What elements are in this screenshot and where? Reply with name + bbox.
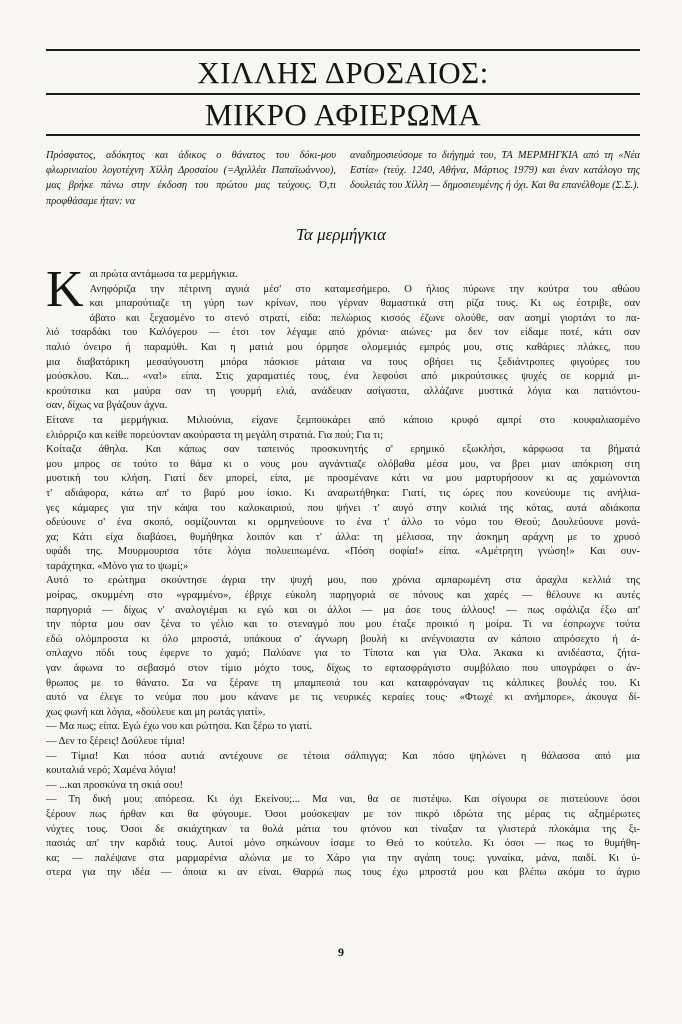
bottom-rule — [46, 134, 640, 136]
story-line: — Τίμια! Και πόσα αυτιά αντέχουνε σε τέτοια σάλπιγγα; Και πόσο ψηλώνει η θάλασσα από μια — [46, 750, 640, 762]
story-line: οδεύουνε σ' ένα σκοπό, οσμίζουνται κι ορμηνεύουνε το ένα τ' άλλο το νόμο του Θεού; Δουλεύουνε μονά- — [46, 517, 640, 529]
story-line: παλιό όνειρο ή παραμύθι. Και η ματιά μου όρμησε ολομεμιάς εμπρός μου, στις καθάριες πλάκες, που — [46, 341, 640, 353]
story-line: — Μα πως; είπα. Εγώ έχω νου και ρώτησα. Και ξέρω το γιατί. — [46, 721, 313, 733]
story-line: χως φωνή και λόγια, «δούλευε και μη ρωτάς γιατί». — [46, 706, 266, 718]
story-line: κουταλιά νερό; Χαμένα λόγια! — [46, 765, 177, 777]
story-line: μυστική του κλήση. Γιατί δεν μπορεί, είπα, με προσμένανε κάτι να μου μαρτυρήσουν κι ας χαμώνονται — [46, 473, 640, 485]
story-line: στερα για την ιδέα — όποια κι αν είναι. Θαρρώ πως τους έχω μπροστά μου και βλέπω ακόμα το άγριο — [46, 867, 640, 879]
story-line: αι πρώτα αντάμωσα τα μερμήγκια. — [89, 269, 238, 280]
story-line: σαν, δίχως να βγάζουν άχνα. — [46, 400, 168, 412]
title-line-1: ΧΙΛΛΗΣ ΔΡΟΣΑΙΟΣ: — [197, 55, 489, 90]
story-line: κρούτσικα και μαύρα σαν τη γουρμή ελιά, ανάδευαν ασίγαστα, αλλάζανε μυστικά λόγια και πατιόντου- — [46, 385, 640, 397]
story-line: και μπαρούτιαζε τη γύρη των κρίνων, που γέρναν θαμαστικά στη ρίζα τους. Κι ως έστριβε, σαν — [89, 298, 640, 310]
story-line: Είτανε τα μερμήγκια. Μιλιούνια, είχανε ξεμπουκάρει από κάποιο κρυφό αμπρί στο κουφαλιασμένο — [46, 414, 640, 426]
title-line-2: ΜΙΚΡΟ ΑΦΙΕΡΩΜΑ — [204, 97, 482, 132]
story-line: μοίρας, σκυμμένη στο «γραμμένο», έβριχε εύκολη παρηγοριά σε πόνους και χαρές — θέλουνε κι αυτές — [46, 590, 640, 602]
story-line: Ανηφόριζα την πέτρινη αγυιά μέσ' στο καταμεσήμερο. Ο ήλιος πύρωνε την κούτρα του αθώου — [89, 283, 640, 295]
editorial-intro — [46, 148, 640, 209]
story-line: παρηγοριά — δίχως ν' αναλογιέμαι κι εγώ και οι άλλοι — μα άσε τους άλλους! — πως σφάλιζα έξω απ' — [46, 604, 640, 616]
story-line: αυτό να έλεγε το νεύμα που μου κάνανε με τις νευρικές κεραίες τους· «Φτωχέ κι ανήμπορε», άκουγα δί- — [46, 692, 640, 704]
story-line: υφάδι της. Μουρμουρισα τότε λόγια πολυειπωμένα. «Πόση σοφία!» είπα. «Αμέτρητη γνώση!» Και συν- — [46, 546, 640, 558]
drop-cap: Κ — [46, 261, 84, 318]
story-line: τ' αδιάφορα, κάτω απ' το βαρύ μου ίσκιο. Κι αναρωτήθηκα: Γιατί, τις ώρες που κονεύουμε τις ανήλια- — [46, 487, 640, 499]
story-line: γες κάμαρες για την κάψα του καλοκαιριού, που ψήνει τ' αυγό στην κοιλιά της κότας, αυτά αδιάκοπα — [46, 502, 640, 514]
story-title: Τα μερμήγκια — [296, 225, 386, 244]
story-line: μια διαβατάρικη μεσαύγουστη μπόρα πάσκισε μάταια να τους σβήσει τις ξεδιάντροπες φιγούρες του — [46, 356, 640, 368]
intro-right-column: αναδημοσιεύσομε το διήγημά του, ΤΑ ΜΕΡΜΗΓΚΙΑ από τη «Νέα Εστία» (τεύχ. 1240, Αθήνα, Μάρτιος 1979) και έναν κατάλογο της δουλειάς του Χίλλη — δημοσιευμένης ή όχι. Και θα επανέλθομε (Σ.Σ.). — [350, 150, 640, 192]
story-line: γαν άφωνα το σεβασμό στον τίμιο μόχτο τους, δίχως το εφτασφράγιστο συμβόλαιο που υπογράφει ο άν- — [46, 663, 640, 675]
story-line: ελιόρριζο και κείθε πορεύονταν ακούραστα τη μεγάλη στρατιά. Για πού; Για τι; — [46, 429, 384, 441]
story-line: χα; Κάτι είχα διαβάσει, θυμήθηκα λοιπόν και τ' άλλα: τη μέλισσα, την άσκημη αράχνη με το χρυσό — [46, 531, 640, 543]
story-line: — Δεν το ξέρεις! Δούλευε τίμια! — [46, 736, 186, 747]
story-line: Αυτό το ερώτημα σκούντησε άγρια την ψυχή μου, που χρόνια αμπαρωμένη στα άραχλα κελλιά της — [46, 575, 640, 587]
intro-left-column: Πρόσφατος, αδόκητος και άδικος ο θάνατος του δόκι-μου φλωρινιαίου λογοτέχνη Χίλλη Δροσαίου (=Αχιλλέα Παπαϊωάννου), μας βρήκε πάνω στην έκδοση του πρώτου μας τεύχους. Ό,τι προφθάσαμε ήταν: να — [46, 150, 336, 207]
story-line: εδώ ολόμπροστα κι όλο μπροστά, υπάκουα σ' άγνωρη βουλή κι ανέγνοιαστα αν κάποιο απρόσεχτο ή ά- — [46, 633, 640, 645]
story-line: — ...και προσκύνα τη σκιά σου! — [46, 779, 184, 791]
story-line: ταράχτηκα. «Μόνο για το ψωμί;» — [46, 560, 189, 572]
story-line: πασιάς απ' την καρδιά τους. Αυτοί μόνο σηκώνουν ίσαμε το Θεό το κούτελο. Κι όσοι — πως το θυμήθη- — [46, 838, 640, 850]
story-line: την πόρτα μου σαν ξένα το γέλιο και το στεναγμό που μου έταξε προικιό η μοίρα. Τι να έσπρωχνε τούτα — [46, 619, 640, 631]
story-line: Κοίταζα άθηλα. Και κάπως σαν ταπεινός προσκυνητής σ' ερημικό εξωκλήσι, κάρφωσα τα βήματά — [46, 444, 640, 456]
story-line: άβατο και ξεχασμένο το στενό στρατί, είδα: πελώριος κισσός έζωνε ολούθε, σαν ασημί γιορτάνι το πα- — [89, 312, 640, 324]
story-line: σπλαχνο πόδι τους έφερνε το χαμό; Παλύανε για το Τίποτα και για Όλα. Άκακα κι ανιδέαστα, ζήτα- — [46, 648, 640, 660]
page-number: 9 — [338, 945, 344, 959]
story-line: — Τη δική μου; απόρεσα. Κι όχι Εκείνου;... Μα ναι, θα σε πιστέψω. Και σίγουρα σε πιστεύουνε όσοι — [46, 794, 640, 806]
story-line: κα; — παλέψανε στα μαρμαρένια αλώνια με το Χάρο για την αγάπη τους: γυναίκα, μάνα, παιδί. Κι ύ- — [46, 852, 640, 864]
story-body — [46, 261, 640, 881]
top-rule — [46, 49, 640, 51]
story-line: θρωπος με το θάνατο. Σα να ξέρανε τη μπαμπεσιά του και καταφρόναγαν τις κάλπικες βουλές του. Κι — [46, 677, 640, 689]
story-line: λιό τσαρδάκι του Καλόγερου — έτσι τον λέγαμε από χρόνια· αιώνες· μα δεν τον είδαμε ποτέ, κάτι σαν — [46, 327, 640, 339]
story-line: νύχτες τους. Όσοι δε σκιάχτηκαν τα θολά μάτια του φτόνου και τίναξαν τα γλιστερά πλοκάμια της ξι- — [46, 823, 640, 835]
story-line: ξέρουν πως ήρθαν και θα φύγουμε. Όσοι μούσκεψαν με τον πικρό ιδρώτα της μέρας τις αξημέρωτες — [46, 808, 640, 820]
story-line: μου μπρος σε τούτο το θάμα κι ο νους μου αγνάντιαζε ολόβαθα μέσα μου, να βρει μιαν απόκριση στη — [46, 458, 640, 470]
middle-rule — [46, 93, 640, 95]
story-line: μούσκλου. Και... «να!» είπα. Στις χαραματιές τους, ένα λεφούσι από μικρούτσικες ψυχές σε κορμιά μι- — [46, 371, 640, 383]
